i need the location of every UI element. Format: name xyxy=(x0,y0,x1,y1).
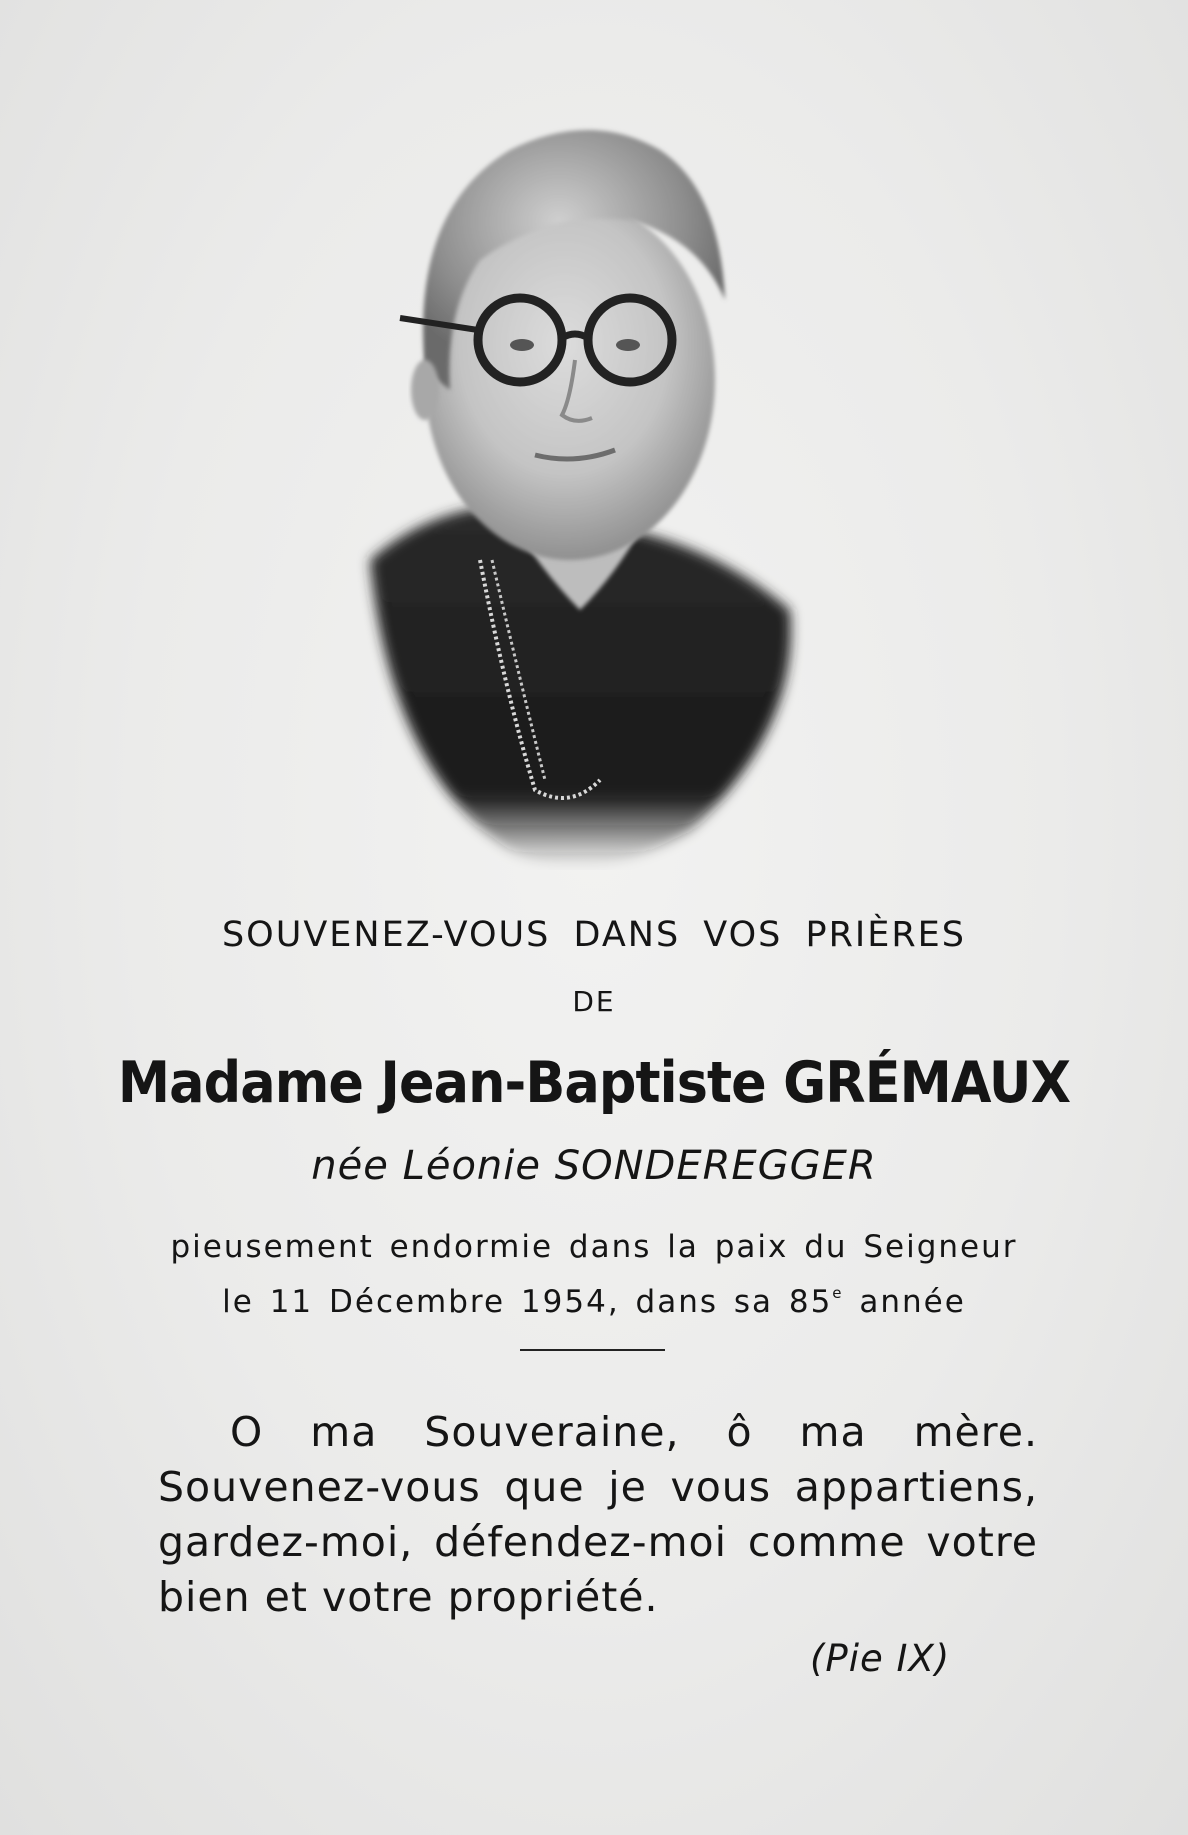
date-suffix: année xyxy=(843,1284,966,1320)
remembrance-heading: SOUVENEZ-VOUS DANS VOS PRIÈRES xyxy=(221,915,967,955)
date-line xyxy=(0,1284,1188,1320)
divider xyxy=(520,1349,665,1351)
prayer-text: O ma Souveraine, ô ma mère. Souvenez-vous que je vous appartiens, gardez-moi, défendez-moi comme votre bien et votre propriété. xyxy=(158,1408,1038,1621)
preposition-de: DE xyxy=(572,985,616,1018)
deceased-name: Madame Jean-Baptiste GRÉMAUX xyxy=(117,1050,1071,1116)
date-text: le 11 Décembre 1954, dans sa 85 xyxy=(222,1284,833,1320)
prayer-attribution: (Pie IX) xyxy=(810,1637,951,1680)
date-superscript: e xyxy=(832,1284,844,1302)
passing-line: pieusement endormie dans la paix du Seigneur xyxy=(170,1229,1018,1265)
portrait-photo xyxy=(330,90,850,870)
maiden-name: née Léonie SONDEREGGER xyxy=(311,1143,877,1189)
